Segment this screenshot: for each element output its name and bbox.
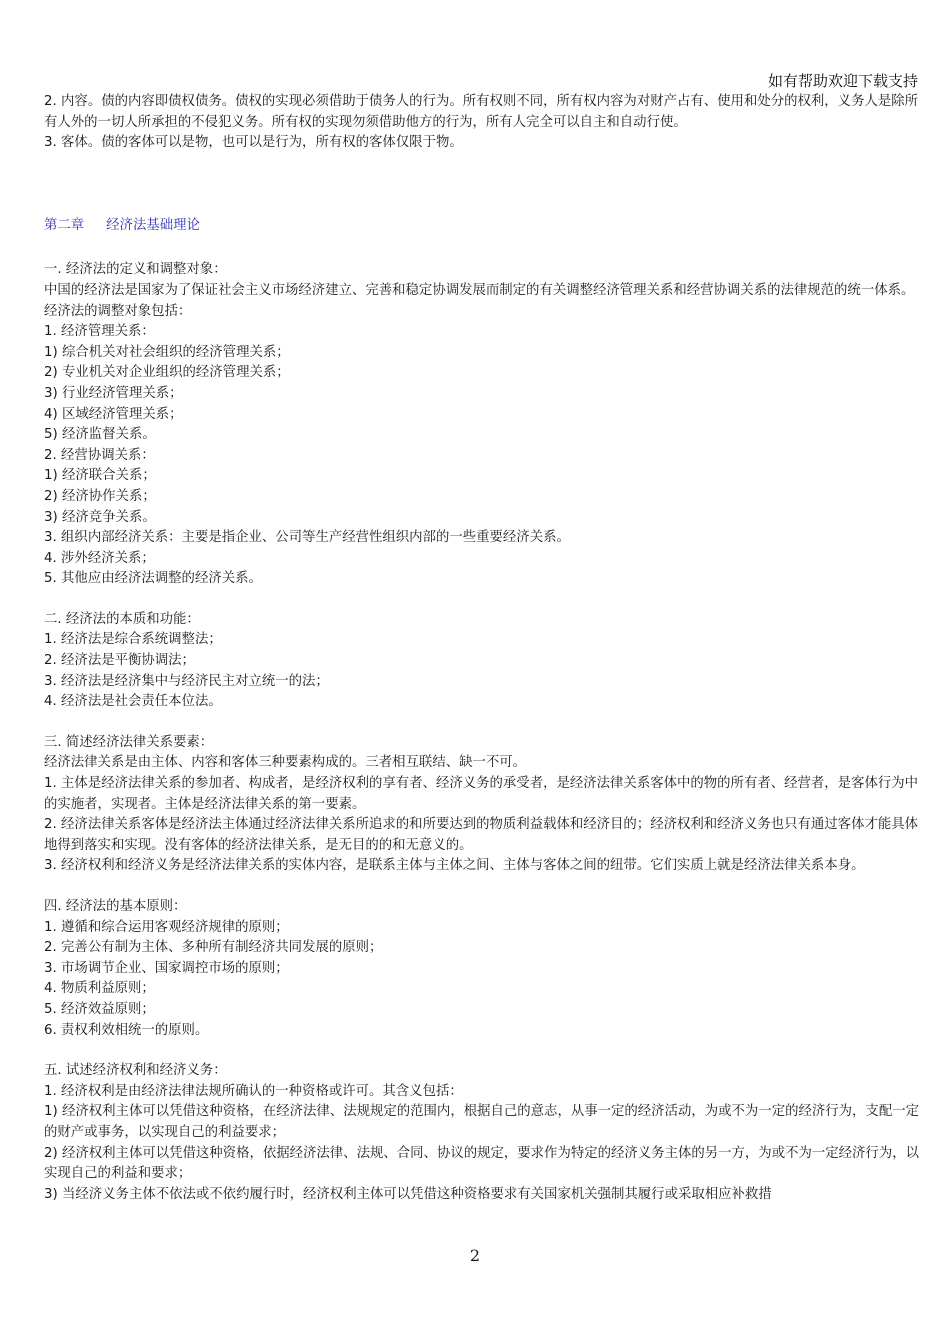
- list-item: 2. 经济法律关系客体是经济法主体通过经济法律关系所追求的和所要达到的物质利益载体和经济目的；经济权利和经济义务也只有通过客体才能具体地得到落实和实现。没有客体的经济法律关系，是无目的的和无意义的。: [44, 817, 919, 853]
- list-item: 3. 组织内部经济关系：主要是指企业、公司等生产经营性组织内部的一些重要经济关系。: [44, 530, 570, 546]
- chapter-heading: [44, 216, 920, 237]
- section-heading: 三. 简述经济法律关系要素：: [44, 734, 214, 750]
- page-number: 2: [469, 1246, 481, 1265]
- list-item: 2) 专业机关对企业组织的经济管理关系；: [44, 365, 290, 381]
- chapter-number: 第二章: [44, 217, 85, 233]
- paragraph: 经济法律关系是由主体、内容和客体三种要素构成的。三者相互联结、缺一不可。: [44, 755, 527, 771]
- list-item: 3. 市场调节企业、国家调控市场的原则；: [44, 960, 289, 976]
- list-item: 4. 物质利益原则；: [44, 981, 155, 997]
- section-heading: 一. 经济法的定义和调整对象：: [44, 262, 227, 278]
- list-item: 6. 责权利效相统一的原则。: [44, 1022, 209, 1038]
- list-item: 2) 经济协作关系；: [44, 488, 156, 504]
- page-content: [44, 92, 920, 1205]
- section-heading: 五. 试述经济权利和经济义务：: [44, 1063, 227, 1079]
- section-heading: 四. 经济法的基本原则：: [44, 899, 187, 914]
- header-note: 如有帮助欢迎下载支持: [767, 72, 918, 90]
- chapter-title: 经济法基础理论: [106, 217, 200, 233]
- section-heading: 二. 经济法的本质和功能：: [44, 611, 200, 627]
- list-item: 5. 经济效益原则；: [44, 1001, 155, 1017]
- paragraph: 3. 客体。债的客体可以是物，也可以是行为，所有权的客体仅限于物。: [44, 135, 463, 151]
- list-item: 1. 经济法是综合系统调整法；: [44, 632, 222, 648]
- list-item: 3. 经济法是经济集中与经济民主对立统一的法；: [44, 673, 329, 689]
- list-item: 2. 经济法是平衡协调法；: [44, 653, 195, 669]
- list-item: 5) 经济监督关系。: [44, 427, 156, 443]
- list-item: 1. 主体是经济法律关系的参加者、构成者，是经济权利的享有者、经济义务的承受者，是经济法律关系客体中的物的所有者、经营者，是客体行为中的实施者，实现者。主体是经济法律关系的第一要素。: [44, 776, 919, 812]
- list-item: 4. 经济法是社会责任本位法。: [44, 694, 222, 710]
- list-item: 1. 遵循和综合运用客观经济规律的原则；: [44, 919, 289, 935]
- list-item: 3) 经济竞争关系。: [44, 509, 156, 525]
- paragraph: 中国的经济法是国家为了保证社会主义市场经济建立、完善和稳定协调发展而制定的有关调整经济管理关系和经营协调关系的法律规范的统一体系。经济法的调整对象包括：: [44, 282, 915, 319]
- list-item: 1) 经济联合关系；: [44, 468, 156, 484]
- list-item: 1) 综合机关对社会组织的经济管理关系；: [44, 344, 290, 360]
- list-item: 1. 经济权利是由经济法律法规所确认的一种资格或许可。其含义包括：: [44, 1083, 463, 1099]
- list-item: 2) 经济权利主体可以凭借这种资格，依据经济法律、法规、合同、协议的规定，要求作为特定的经济义务主体的另一方，为或不为一定经济行为，以实现自己的利益和要求；: [44, 1145, 919, 1182]
- list-item: 4. 涉外经济关系；: [44, 550, 155, 566]
- list-item: 2. 完善公有制为主体、多种所有制经济共同发展的原则；: [44, 940, 383, 956]
- list-item: 3. 经济权利和经济义务是经济法律关系的实体内容，是联系主体与主体之间、主体与客体之间的纽带。它们实质上就是经济法律关系本身。: [44, 858, 865, 874]
- list-item: 1. 经济管理关系：: [44, 324, 155, 340]
- list-item: 3) 当经济义务主体不依法或不依约履行时，经济权利主体可以凭借这种资格要求有关国家机关强制其履行或采取相应补救措: [44, 1186, 772, 1202]
- list-item: 1) 经济权利主体可以凭借这种资格，在经济法律、法规规定的范围内，根据自己的意志，从事一定的经济活动，为或不为一定的经济行为，支配一定的财产或事务，以实现自己的利益要求；: [44, 1104, 919, 1140]
- paragraph: 2. 内容。债的内容即债权债务。债权的实现必须借助于债务人的行为。所有权则不同，所有权内容为对财产占有、使用和处分的权利，义务人是除所有人外的一切人所承担的不侵犯义务。所有权的实现勿须借助他方的行为，所有人完全可以自主和自动行使。: [44, 94, 919, 130]
- list-item: 5. 其他应由经济法调整的经济关系。: [44, 571, 262, 587]
- list-item: 2. 经营协调关系：: [44, 447, 155, 463]
- list-item: 3) 行业经济管理关系；: [44, 385, 183, 401]
- list-item: 4) 区域经济管理关系；: [44, 406, 183, 422]
